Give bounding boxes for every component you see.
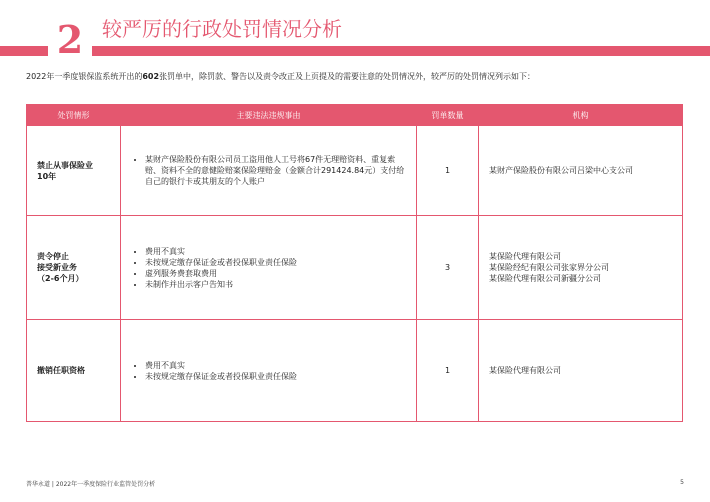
organization-name: 某保险代理有限公司 xyxy=(489,366,561,375)
header-count: 罚单数量 xyxy=(417,105,479,126)
penalty-type-line: 责令停止 xyxy=(37,252,69,261)
intro-paragraph xyxy=(26,71,696,83)
count-cell: 1 xyxy=(417,320,479,422)
count-cell: 1 xyxy=(417,126,479,216)
page-number: 5 xyxy=(680,479,684,486)
page-title: 较严厉的行政处罚情况分析 xyxy=(102,17,342,41)
organization-cell xyxy=(479,320,683,422)
table-row xyxy=(27,126,683,216)
table-row xyxy=(27,320,683,422)
penalty-type-line: （2-6个月） xyxy=(37,274,84,283)
footer-source: 普华永道 | 2022年一季度保险行业监管处罚分析 xyxy=(26,481,156,488)
header-reason: 主要违法违规事由 xyxy=(121,105,417,126)
reason-item: • 费用不真实 xyxy=(145,360,406,371)
reason-cell xyxy=(121,320,417,422)
reason-item: • 费用不真实 xyxy=(145,246,406,257)
organization-name: 某保险经纪有限公司张家界分公司 xyxy=(489,263,609,272)
organization-name: 某保险代理有限公司 xyxy=(489,252,561,261)
reason-list xyxy=(133,154,406,187)
header-organization: 机构 xyxy=(479,105,683,126)
organization-name: 某财产保险股份有限公司吕梁中心支公司 xyxy=(489,166,633,175)
intro-text-after: 张罚单中，除罚款、警告以及责令改正及上页提及的需要注意的处罚情况外，较严厉的处罚情况列示如下： xyxy=(159,72,536,81)
penalty-type-cell xyxy=(27,126,121,216)
table-row xyxy=(27,216,683,320)
penalty-type-line: 撤销任职资格 xyxy=(37,366,85,375)
reason-cell xyxy=(121,216,417,320)
penalty-table xyxy=(26,104,683,422)
penalty-type-line: 10年 xyxy=(37,171,57,181)
reason-list xyxy=(133,246,406,290)
count-cell: 3 xyxy=(417,216,479,320)
reason-list xyxy=(133,360,406,382)
reason-item: • 未按规定缴存保证金或者投保职业责任保险 xyxy=(145,257,406,268)
organization-cell xyxy=(479,216,683,320)
penalty-type-line: 接受新业务 xyxy=(37,263,77,272)
organization-cell xyxy=(479,126,683,216)
organization-name: 某保险代理有限公司新疆分公司 xyxy=(489,274,601,283)
reason-cell xyxy=(121,126,417,216)
header-penalty-type: 处罚情形 xyxy=(27,105,121,126)
penalty-type-line: 禁止从事保险业 xyxy=(37,160,93,170)
intro-text-before: 2022年一季度银保监系统开出的 xyxy=(26,72,143,81)
intro-highlight-count: 602 xyxy=(142,72,160,81)
header-accent-bar xyxy=(0,46,710,56)
table-header-row xyxy=(27,105,683,126)
section-number: 2 xyxy=(48,20,92,60)
reason-item: • 未制作并出示客户告知书 xyxy=(145,279,406,290)
reason-item: • 某财产保险股份有限公司员工盗用他人工号将67件无理赔资料、重复索赔、资料不全的意健险赔案保险理赔金（金额合计291424.84元）支付给自己的银行卡或其朋友的个人账户 xyxy=(145,154,406,187)
reason-item: • 未按规定缴存保证金或者投保职业责任保险 xyxy=(145,371,406,382)
reason-item: • 虚列服务费套取费用 xyxy=(145,268,406,279)
penalty-type-cell xyxy=(27,320,121,422)
penalty-type-cell xyxy=(27,216,121,320)
